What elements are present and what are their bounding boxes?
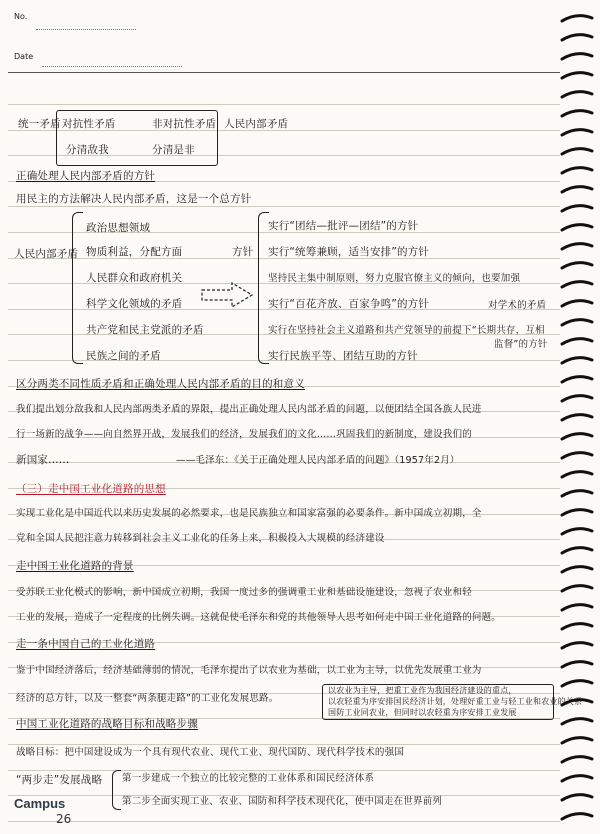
text-line: 坚持民主集中制原则，努力克服官僚主义的倾向，也要加强 [268, 273, 521, 284]
text-line: 人民群众和政府机关 [86, 272, 183, 284]
date-dotted-line [42, 66, 182, 67]
spiral-ring-icon [560, 622, 594, 631]
spiral-ring-icon [560, 33, 594, 42]
spiral-ring-icon [560, 185, 594, 194]
ruled-line [8, 770, 560, 771]
text-line: 正确处理人民内部矛盾的方针 [16, 170, 156, 182]
spiral-ring-icon [560, 546, 594, 555]
text-line: 新国家…… [16, 454, 70, 466]
spiral-ring-icon [560, 166, 594, 175]
text-line: 工业的发展，造成了一定程度的比例失调。这就促使毛泽东和党的其他领导人思考如何走中国工业化道路的问题。 [16, 612, 502, 623]
spiral-ring-icon [560, 261, 594, 270]
spiral-ring-icon [560, 413, 594, 422]
text-line: ——毛泽东：《关于正确处理人民内部矛盾的问题》（1957年2月） [176, 455, 460, 466]
text-line: 分清敌我 [66, 144, 109, 156]
spiral-ring-icon [560, 660, 594, 669]
spiral-ring-icon [560, 698, 594, 707]
spiral-ring-icon [560, 451, 594, 460]
spiral-ring-icon [560, 679, 594, 688]
text-line: 对学术的矛盾 [488, 300, 547, 311]
spiral-ring-icon [560, 90, 594, 99]
text-line: （三）走中国工业化道路的思想 [16, 483, 166, 495]
text-line: 用民主的方法解决人民内部矛盾，这是一个总方针 [16, 193, 252, 205]
text-line: 鉴于中国经济落后，经济基础薄弱的情况，毛泽东提出了以农业为基础，以工业为主导，以优先发展重工业为 [16, 665, 482, 676]
spiral-ring-icon [560, 793, 594, 802]
text-line: 人民内部矛盾 [14, 248, 79, 260]
text-line: 经济的总方针，以及一整套“两条腿走路”的工业化发展思路。 [16, 693, 279, 704]
text-line: 民族之间的矛盾 [86, 350, 161, 362]
no-label: No. [14, 12, 28, 21]
spiral-ring-icon [560, 356, 594, 365]
text-line: 物质利益，分配方面 [86, 246, 183, 258]
spiral-ring-icon [560, 489, 594, 498]
spiral-ring-icon [560, 432, 594, 441]
spiral-ring-icon [560, 603, 594, 612]
text-line: 党和全国人民把注意力转移到社会主义工业化的任务上来，积极投入大规模的经济建设 [16, 533, 385, 544]
text-line: 战略目标：把中国建设成为一个具有现代农业、现代工业、现代国防、现代科学技术的强国 [16, 747, 405, 758]
spiral-ring-icon [560, 774, 594, 783]
text-line: 非对抗性矛盾 [152, 118, 217, 130]
spiral-ring-icon [560, 204, 594, 213]
right-brace [258, 212, 269, 364]
hollow-arrow-icon [200, 280, 255, 310]
text-line: 中国工业化道路的战略目标和战略步骤 [16, 718, 198, 730]
two-step-brace [112, 770, 121, 810]
page-number: 26 [56, 812, 72, 826]
spiral-ring-icon [560, 337, 594, 346]
text-line: “两步走”发展战略 [16, 774, 103, 786]
text-line: 实现工业化是中国近代以来历史发展的必然要求，也是民族独立和国家富强的必要条件。新中国成立初期，全 [16, 508, 482, 519]
text-line: 以农业为主导，把重工业作为我国经济建设的重点， [328, 686, 517, 695]
header-rule [8, 72, 560, 73]
text-line: 分清是非 [152, 144, 195, 156]
text-line: 政治思想领域 [86, 222, 151, 234]
spiral-ring-icon [560, 470, 594, 479]
text-line: 第二步全面实现工业、农业、国防和科学技术现代化，使中国走在世界前列 [122, 796, 443, 807]
left-brace [72, 212, 83, 364]
spiral-ring-icon [560, 242, 594, 251]
spiral-ring-icon [560, 717, 594, 726]
text-line: 我们提出划分敌我和人民内部两类矛盾的界限，提出正确处理人民内部矛盾的问题，以便团结全国各族人民进 [16, 404, 482, 415]
text-line: 科学文化领域的矛盾 [86, 298, 183, 310]
text-line: 实行在坚持社会主义道路和共产党领导的前提下“长期共存，互相 [268, 325, 545, 336]
ruled-line [8, 821, 560, 822]
spiral-ring-icon [560, 223, 594, 232]
ruled-line [8, 744, 560, 745]
spiral-ring-icon [560, 736, 594, 745]
text-line: 走中国工业化道路的背景 [16, 560, 134, 572]
spiral-ring-icon [560, 109, 594, 118]
text-line: 以农轻重为序安排国民经济计划，处理好重工业与轻工业和农业的关系 [328, 697, 583, 706]
text-line: 监督”的方针 [494, 339, 548, 350]
text-line: 统一矛盾 [18, 118, 61, 130]
spiral-ring-icon [560, 280, 594, 289]
campus-logo: Campus [14, 796, 66, 811]
spiral-ring-icon [560, 318, 594, 327]
spiral-ring-icon [560, 71, 594, 80]
text-line: 方针 [232, 246, 254, 258]
text-line: 国防工业同农业，但同时以农轻重为序安排工业发展 [328, 708, 517, 717]
text-line: 人民内部矛盾 [224, 118, 289, 130]
spiral-ring-icon [560, 565, 594, 574]
text-line: 实行民族平等、团结互助的方针 [268, 350, 418, 362]
ruled-line [8, 206, 560, 207]
text-line: 实行“统筹兼顾，适当安排”的方针 [268, 246, 430, 258]
text-line: 走一条中国自己的工业化道路 [16, 638, 156, 650]
spiral-ring-icon [560, 299, 594, 308]
spiral-ring-icon [560, 527, 594, 536]
text-line: 区分两类不同性质矛盾和正确处理人民内部矛盾的目的和意义 [16, 378, 305, 390]
text-line: 实行“团结—批评—团结”的方针 [268, 220, 419, 232]
text-line: 受苏联工业化模式的影响，新中国成立初期，我国一度过多的强调重工业和基础设施建设，忽视了农业和轻 [16, 587, 472, 598]
ruled-line [8, 104, 560, 105]
text-line: 对抗性矛盾 [62, 118, 116, 130]
spiral-ring-icon [560, 14, 594, 23]
spiral-ring-icon [560, 508, 594, 517]
text-line: 实行“百花齐放、百家争鸣”的方针 [268, 298, 430, 310]
text-line: 第一步建成一个独立的比较完整的工业体系和国民经济体系 [122, 773, 375, 784]
spiral-ring-icon [560, 394, 594, 403]
spiral-ring-icon [560, 755, 594, 764]
date-label: Date [14, 52, 34, 61]
spiral-ring-icon [560, 52, 594, 61]
spiral-ring-icon [560, 812, 594, 821]
text-line: 行一场新的战争——向自然界开战，发展我们的经济，发展我们的文化……巩固我们的新制度，建设我们的 [16, 429, 472, 440]
no-dotted-line [36, 29, 136, 30]
spiral-ring-icon [560, 147, 594, 156]
text-line: 共产党和民主党派的矛盾 [86, 324, 204, 336]
spiral-ring-icon [560, 128, 594, 137]
spiral-ring-icon [560, 584, 594, 593]
spiral-ring-icon [560, 641, 594, 650]
spiral-ring-icon [560, 375, 594, 384]
